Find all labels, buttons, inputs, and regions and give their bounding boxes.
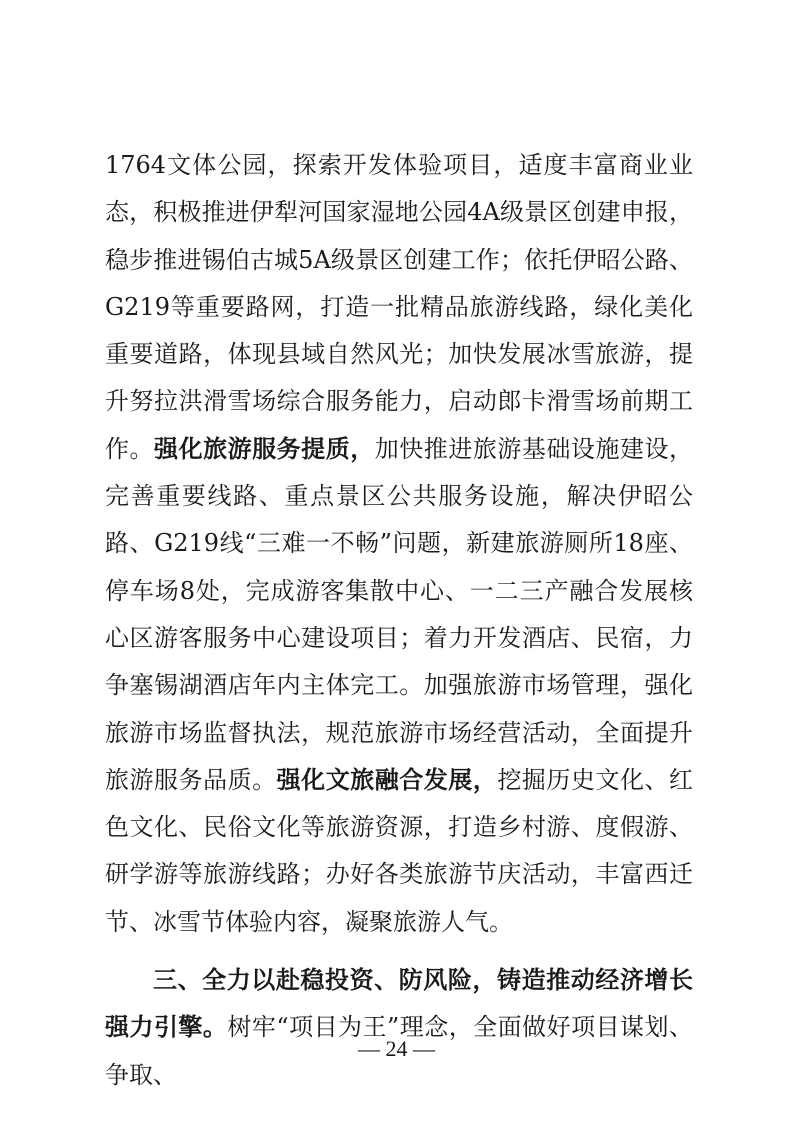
- section-paragraph: [105, 957, 693, 1099]
- body-paragraph: [105, 142, 693, 946]
- paragraph-text: 挖掘历史文化、红色文化、民俗文化等旅游资源，打造乡村游、度假游、研学游等旅游线路；办好各类旅游节庆活动，丰富西迁节、冰雪节体验内容，凝聚旅游人气。: [105, 765, 694, 936]
- document-body: [105, 142, 693, 1099]
- paragraph-text: 树牢“项目为王”理念，全面做好项目谋划、争取、: [105, 1013, 693, 1089]
- section-heading-tourism-service: 强化旅游服务提质，: [154, 434, 375, 463]
- page-number: — 24 —: [358, 1036, 435, 1061]
- section-heading-investment: 三、全力以赴稳投资、防风险，铸造推动经济增长强力引擎。: [105, 966, 693, 1042]
- section-heading-culture-tourism: 强化文旅融合发展，: [276, 765, 498, 794]
- paragraph-text: 1764文体公园，探索开发体验项目，适度丰富商业业态，积极推进伊犁河国家湿地公园4A级景区创建申报，稳步推进锡伯古城5A级景区创建工作；依托伊昭公路、G219等重要路网，打造一批精品旅游线路，绿化美化重要道路，体现县域自然风光；加快发展冰雪旅游，提升努拉洪滑雪场综合服务能力，启动郎卡滑雪场前期工作。: [105, 151, 693, 463]
- paragraph-text: 加快推进旅游基础设施建设，完善重要线路、重点景区公共服务设施，解决伊昭公路、G219线“三难一不畅”问题，新建旅游厕所18座、停车场8处，完成游客集散中心、一二三产融合发展核心区游客服务中心建设项目；着力开发酒店、民宿，力争塞锡湖酒店年内主体完工。加强旅游市场管理，强化旅游市场监督执法，规范旅游市场经营活动，全面提升旅游服务品质。: [105, 434, 694, 794]
